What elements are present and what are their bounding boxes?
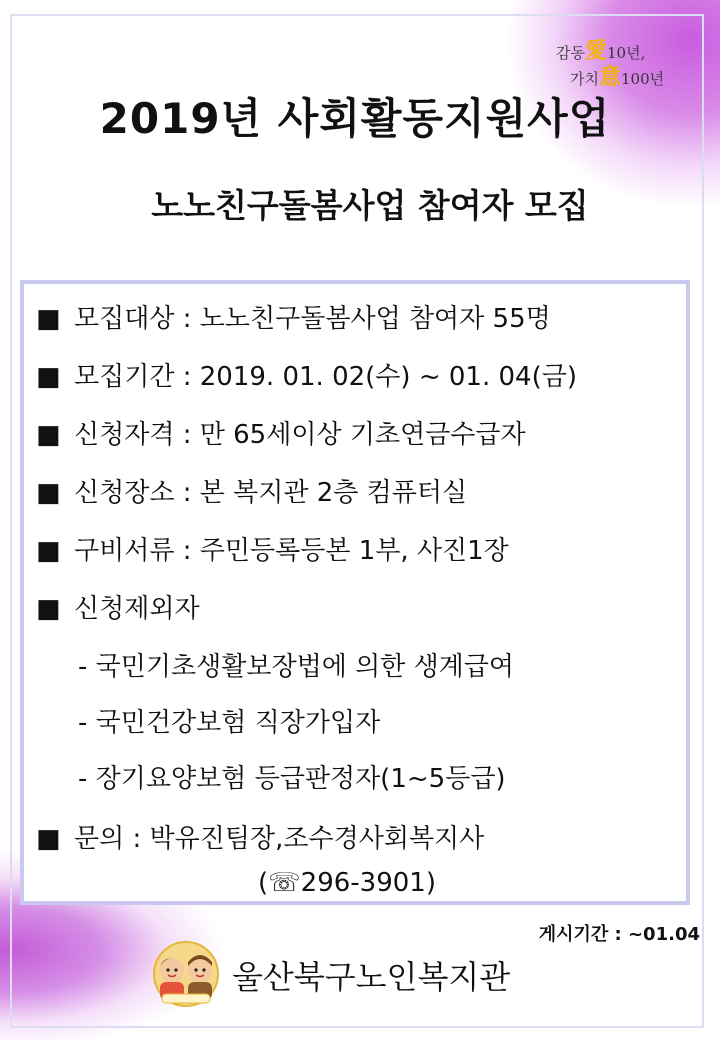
info-item-text: 신청자격 : 만 65세이상 기초연금수급자: [74, 420, 526, 450]
slogan-hanja-love: 愛: [584, 38, 607, 64]
bullet-square-icon: ■: [36, 420, 61, 450]
bullet-square-icon: ■: [36, 362, 61, 392]
organization-name: 울산북구노인복지관: [232, 958, 511, 996]
info-item-text: 문의 : 박유진팀장,조수경사회복지사: [74, 824, 485, 854]
bullet-square-icon: ■: [36, 594, 61, 624]
info-item-target: [36, 302, 551, 336]
info-item-text: 신청제외자: [74, 594, 200, 624]
page-subtitle: 노노친구돌봄사업 참여자 모집: [151, 186, 589, 225]
info-item-exclusions: [36, 592, 200, 626]
organization-logo: [148, 940, 224, 1010]
info-item-eligibility: [36, 418, 526, 452]
info-item-text: 신청장소 : 본 복지관 2층 컴퓨터실: [74, 478, 468, 508]
slogan-text: 10년,: [607, 44, 646, 62]
exclusion-item: - 국민기초생활보장법에 의한 생계급여: [78, 652, 515, 682]
info-item-inquiry: [36, 822, 484, 856]
slogan: [556, 34, 706, 94]
info-item-text: 모집대상 : 노노친구돌봄사업 참여자 55명: [74, 304, 551, 334]
info-item-text: 모집기간 : 2019. 01. 02(수) ~ 01. 04(금): [74, 362, 577, 392]
info-item-period: [36, 360, 577, 394]
info-item-documents: [36, 534, 509, 568]
slogan-text: 감동: [556, 44, 585, 62]
slogan-hanja-meaning: 意: [598, 64, 621, 90]
bullet-square-icon: ■: [36, 824, 61, 854]
info-item-text: 구비서류 : 주민등록등본 1부, 사진1장: [74, 536, 509, 566]
phone-number: (☏296-3901): [258, 868, 436, 898]
bullet-square-icon: ■: [36, 304, 61, 334]
info-item-location: [36, 476, 467, 510]
posting-period: 게시기간 : ~01.04: [538, 924, 700, 945]
exclusion-item: - 장기요양보험 등급판정자(1~5등급): [78, 764, 506, 794]
page-title: 2019년 사회활동지원사업: [99, 94, 611, 143]
slogan-text: 100년: [621, 70, 665, 88]
exclusion-item: - 국민건강보험 직장가입자: [78, 708, 381, 738]
slogan-text: 가치: [570, 70, 599, 88]
bullet-square-icon: ■: [36, 536, 61, 566]
bullet-square-icon: ■: [36, 478, 61, 508]
